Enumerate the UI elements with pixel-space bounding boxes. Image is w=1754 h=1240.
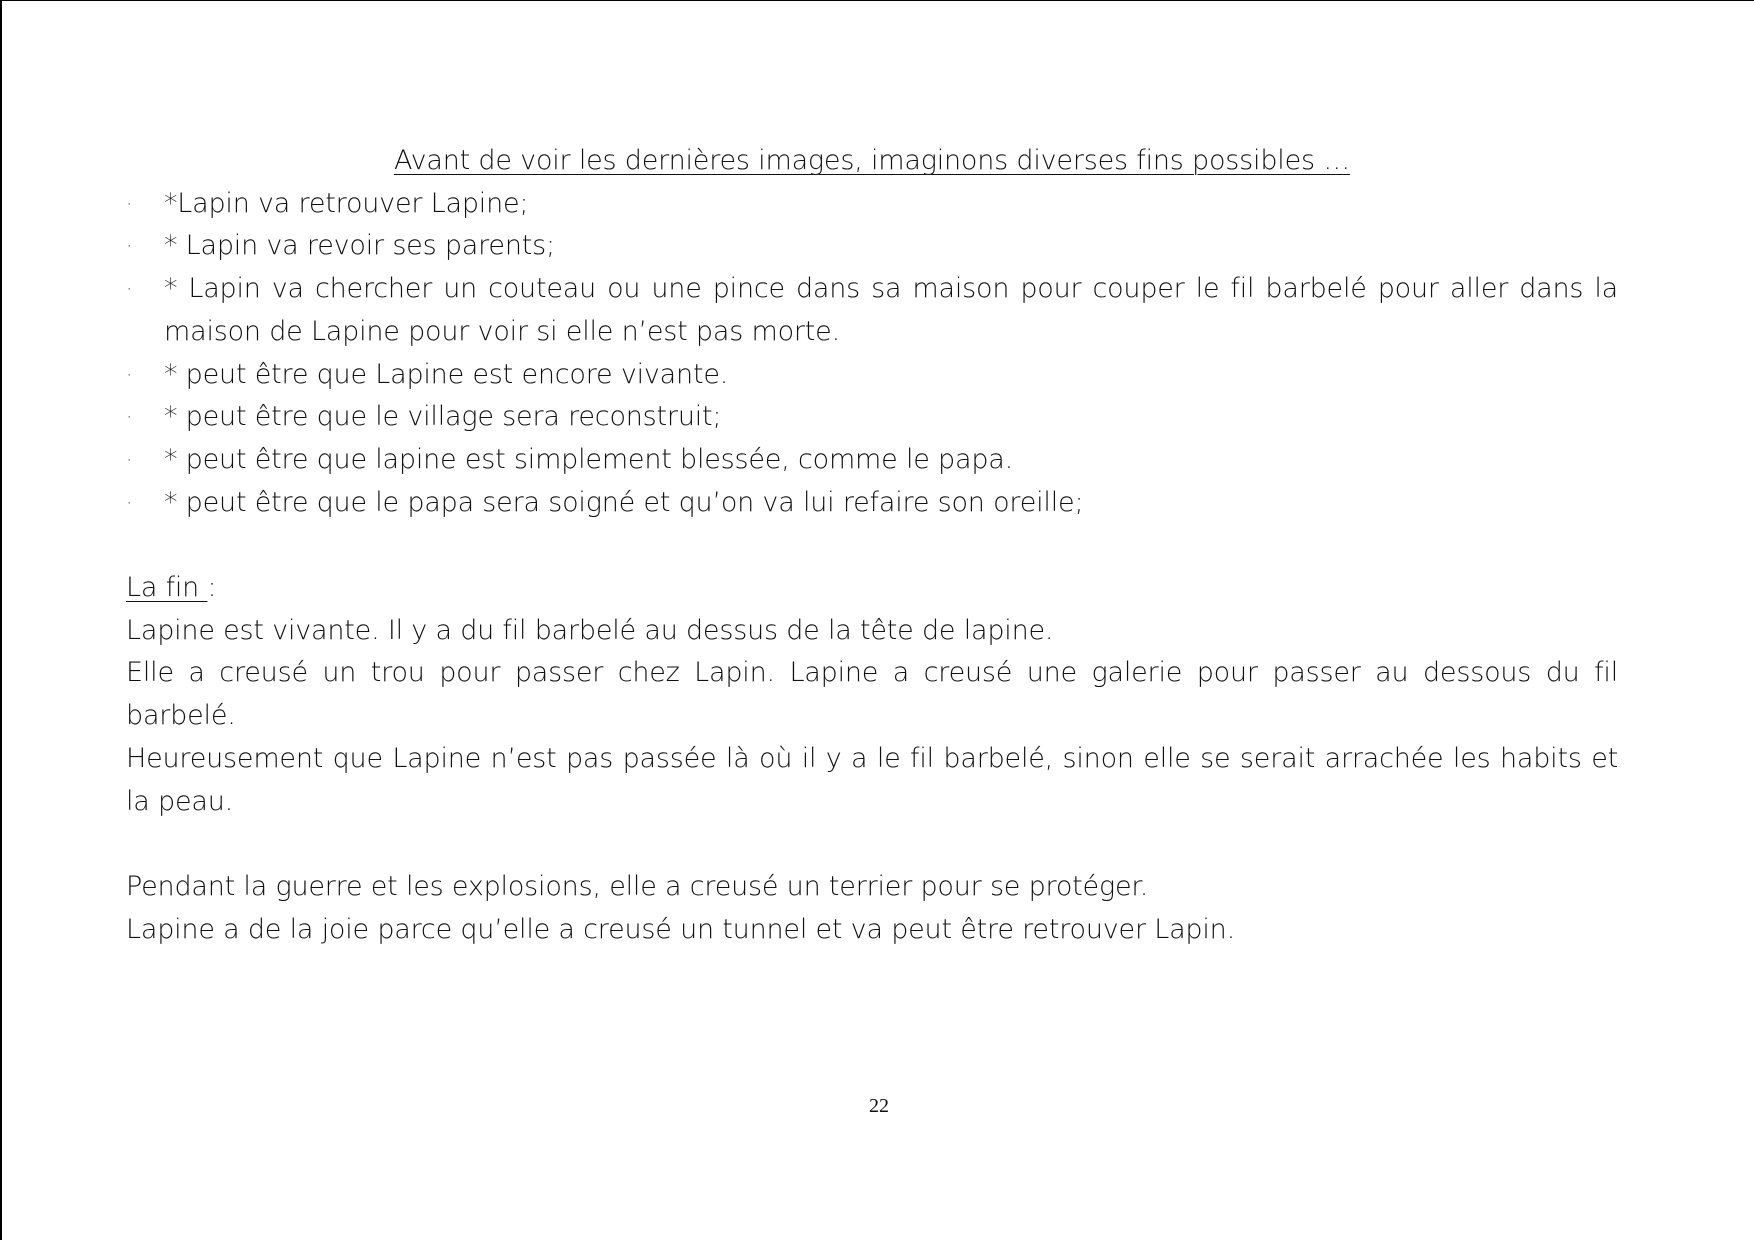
possible-endings-list (126, 183, 1618, 525)
list-item-text: * peut être que Lapine est encore vivante. (164, 358, 729, 390)
list-item-text: * peut être que le village sera reconstruit; (164, 401, 722, 433)
page-heading (126, 140, 1618, 183)
list-item (126, 354, 1618, 397)
bullet-marker: · (126, 277, 133, 302)
list-item-text: * peut être que le papa sera soigné et qu’on va lui refaire son oreille; (164, 486, 1084, 518)
section-title-text: La fin (126, 572, 208, 603)
bullet-marker: · (126, 362, 133, 387)
list-item (126, 396, 1618, 439)
page-content (126, 140, 1618, 951)
bullet-marker: · (126, 490, 133, 515)
paragraph: Lapine est vivante. Il y a du fil barbelé au dessus de la tête de lapine. (126, 614, 1054, 646)
paragraph: Heureusement que Lapine n’est pas passée là où il y a le fil barbelé, sinon elle se serait arrachée les habits et la peau. (126, 742, 1618, 817)
list-item (126, 439, 1618, 482)
paragraph: Pendant la guerre et les explosions, elle a creusé un terrier pour se protéger. (126, 870, 1149, 902)
bullet-marker: · (126, 405, 133, 430)
paragraph: Elle a creusé un trou pour passer chez Lapin. Lapine a creusé une galerie pour passer au dessous du fil barbelé. (126, 657, 1618, 732)
bullet-marker: · (126, 447, 133, 472)
list-item (126, 268, 1618, 353)
page-number: 22 (869, 1095, 889, 1117)
spacer (126, 524, 1618, 567)
list-item-text: *Lapin va retrouver Lapine; (164, 187, 529, 219)
list-item (126, 482, 1618, 525)
list-item-text: * Lapin va chercher un couteau ou une pince dans sa maison pour couper le fil barbelé pour aller dans la maison de Lapine pour voir si elle n’est pas morte. (164, 273, 1618, 347)
list-item (126, 225, 1618, 268)
list-item-text: * peut être que lapine est simplement blessée, comme le papa. (164, 443, 1013, 475)
heading-text: Avant de voir les dernières images, imaginons diverses fins possibles … (393, 145, 1351, 176)
section-title-colon: : (207, 572, 217, 603)
spacer (126, 823, 1618, 866)
list-item (126, 183, 1618, 226)
paragraph: Lapine a de la joie parce qu’elle a creusé un tunnel et va peut être retrouver Lapin. (126, 913, 1235, 945)
bullet-marker: · (126, 191, 133, 216)
list-item-text: * Lapin va revoir ses parents; (164, 230, 555, 262)
section-title (126, 567, 1618, 610)
bullet-marker: · (126, 234, 133, 259)
